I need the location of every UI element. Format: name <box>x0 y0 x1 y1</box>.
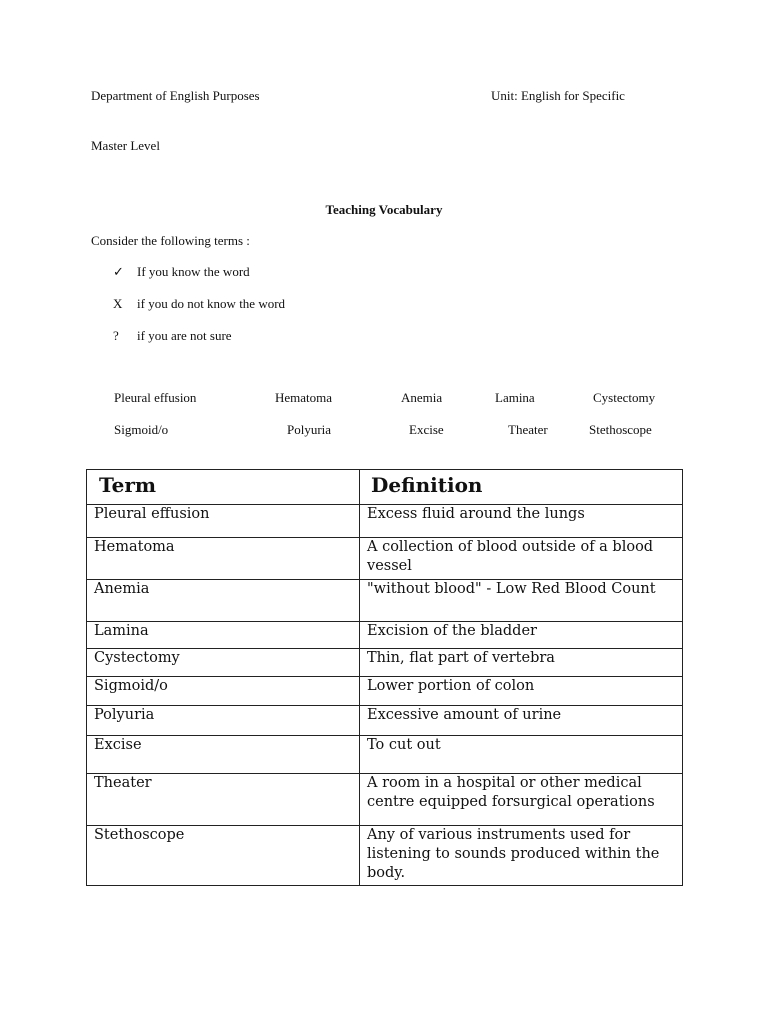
term-cell: Polyuria <box>87 706 360 736</box>
level-label: Master Level <box>91 138 160 153</box>
word-bank-item: Sigmoid/o <box>114 422 169 437</box>
term-cell: Excise <box>87 736 360 774</box>
term-column-header: Term <box>87 470 360 505</box>
table-row <box>87 677 683 706</box>
definition-cell: Any of various instruments used for listening to sounds produced within the body. <box>360 826 683 886</box>
term-cell: Theater <box>87 774 360 826</box>
table-row <box>87 706 683 736</box>
table-header-row <box>87 470 683 505</box>
term-cell: Sigmoid/o <box>87 677 360 706</box>
definition-cell: A room in a hospital or other medical centre equipped forsurgical operations <box>360 774 683 826</box>
definition-cell: To cut out <box>360 736 683 774</box>
word-bank-item: Stethoscope <box>589 422 652 437</box>
department-label: Department of English Purposes <box>91 88 260 103</box>
table-row <box>87 774 683 826</box>
definition-cell: Thin, flat part of vertebra <box>360 649 683 677</box>
table-row <box>87 649 683 677</box>
term-cell: Hematoma <box>87 538 360 580</box>
term-cell: Cystectomy <box>87 649 360 677</box>
page-title: Teaching Vocabulary <box>325 202 443 217</box>
word-bank-item: Anemia <box>401 390 443 405</box>
table-row <box>87 622 683 649</box>
definition-cell: Excess fluid around the lungs <box>360 505 683 538</box>
intro-text: Consider the following terms : <box>91 233 250 248</box>
legend-text: if you are not sure <box>137 328 232 343</box>
term-cell: Stethoscope <box>87 826 360 886</box>
definition-cell: Excision of the bladder <box>360 622 683 649</box>
term-cell: Lamina <box>87 622 360 649</box>
checkmark-icon: ✓ <box>113 264 124 279</box>
cross-icon: X <box>113 296 123 311</box>
table-row <box>87 736 683 774</box>
legend-text: If you know the word <box>137 264 250 279</box>
word-bank-item: Cystectomy <box>593 390 656 405</box>
table-row <box>87 826 683 886</box>
table-row <box>87 538 683 580</box>
vocabulary-table <box>86 469 683 886</box>
definition-cell: A collection of blood outside of a blood vessel <box>360 538 683 580</box>
word-bank-item: Polyuria <box>287 422 332 437</box>
term-cell: Anemia <box>87 580 360 622</box>
word-bank-item: Theater <box>508 422 548 437</box>
legend-item-not-know <box>113 294 285 313</box>
term-cell: Pleural effusion <box>87 505 360 538</box>
definition-column-header: Definition <box>360 470 683 505</box>
table-row <box>87 580 683 622</box>
table-row <box>87 505 683 538</box>
word-bank-item: Pleural effusion <box>114 390 197 405</box>
legend-item-know <box>113 262 250 281</box>
word-bank-item: Hematoma <box>275 390 333 405</box>
word-bank-item: Excise <box>409 422 444 437</box>
word-bank-item: Lamina <box>495 390 535 405</box>
legend-item-not-sure <box>113 326 232 345</box>
unit-label: Unit: English for Specific <box>491 88 625 103</box>
question-icon: ? <box>113 328 119 343</box>
definition-cell: Lower portion of colon <box>360 677 683 706</box>
definition-cell: Excessive amount of urine <box>360 706 683 736</box>
legend-text: if you do not know the word <box>137 296 286 311</box>
definition-cell: "without blood" - Low Red Blood Count <box>360 580 683 622</box>
